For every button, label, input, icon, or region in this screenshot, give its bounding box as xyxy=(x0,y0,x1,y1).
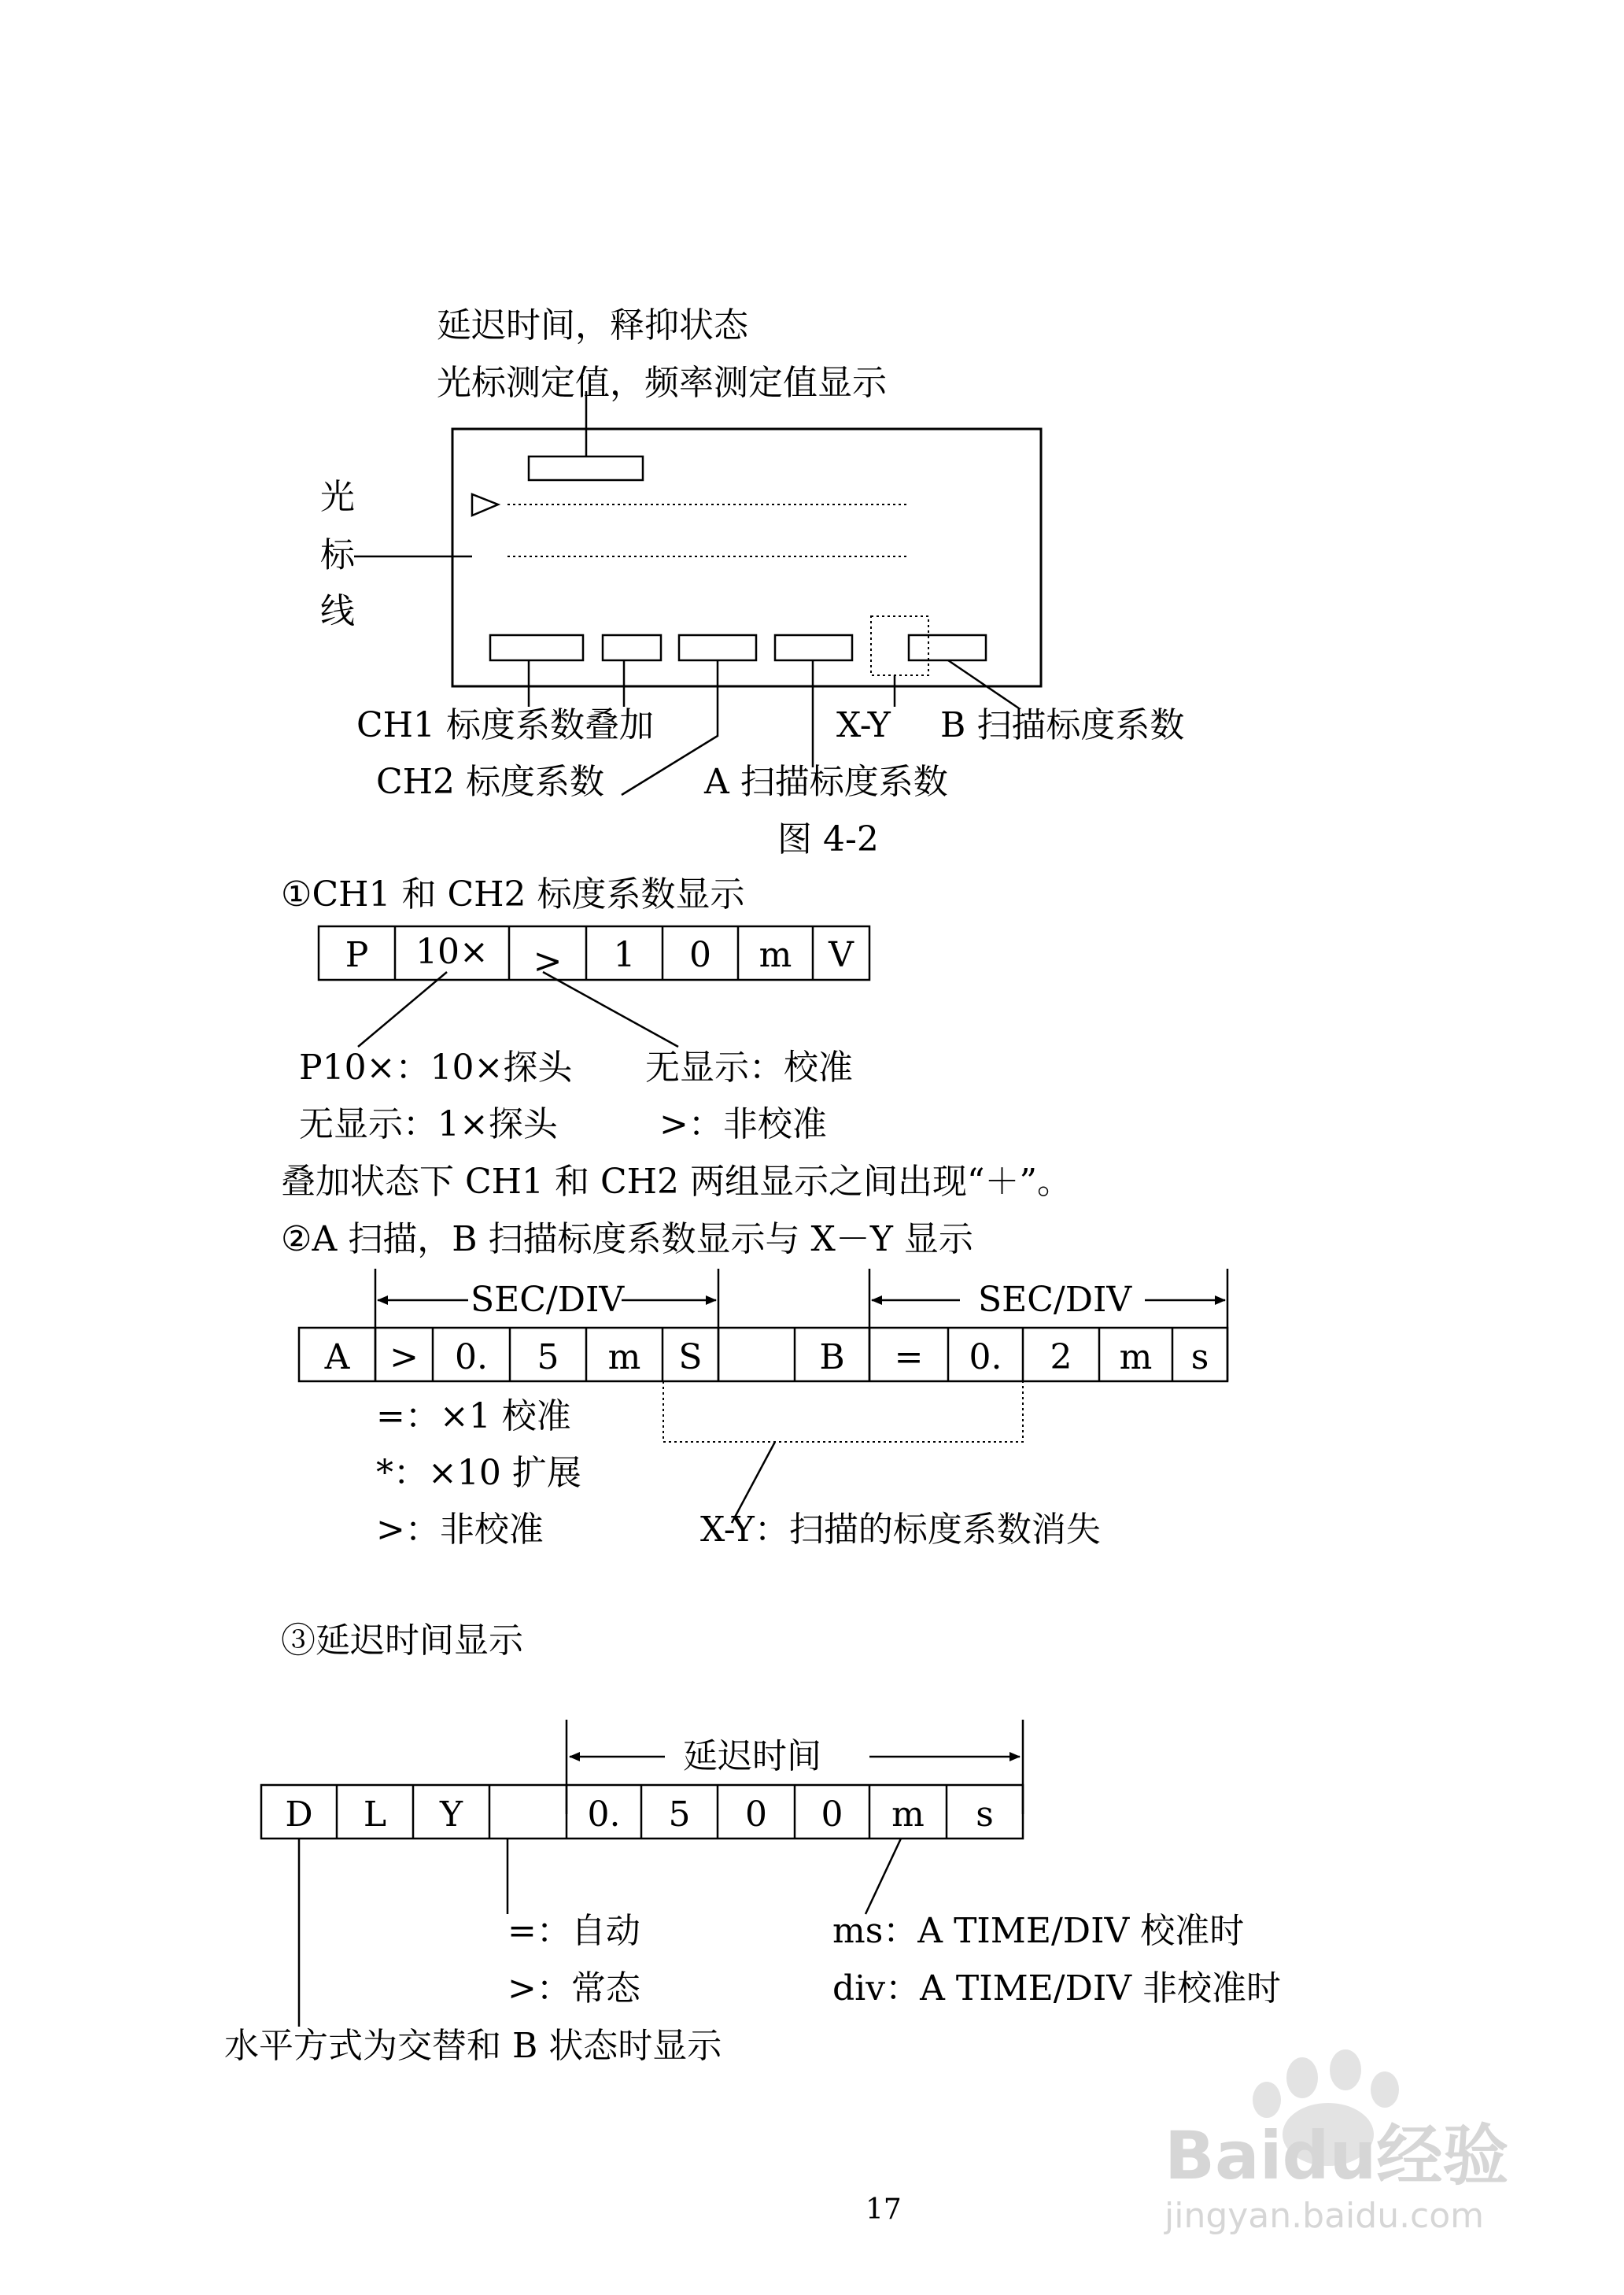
section1-title: ①CH1 和 CH2 标度系数显示 xyxy=(281,874,745,915)
table-cell: L xyxy=(363,1794,387,1835)
delay-time-label: 延迟时间 xyxy=(683,1736,821,1776)
table-cell: m xyxy=(1119,1337,1153,1377)
table-cell: s xyxy=(976,1794,994,1835)
note-ms-calibrated: ms：A TIME/DIV 校准时 xyxy=(832,1911,1245,1951)
ch2-scale-label: CH2 标度系数 xyxy=(376,762,605,802)
section2-title: ②A 扫描，B 扫描标度系数显示与 X－Y 显示 xyxy=(281,1219,973,1259)
table-cell: 5 xyxy=(668,1794,691,1835)
a-scan-scale-label: A 扫描标度系数 xyxy=(704,762,948,802)
add-box xyxy=(603,635,661,660)
delay-holdoff-label: 延迟时间，释抑状态 xyxy=(437,305,748,346)
ch2-scale-box xyxy=(679,635,756,660)
note-x1-calibrated: =：×1 校准 xyxy=(376,1396,571,1436)
ch1-scale-label: CH1 标度系数叠加 xyxy=(356,705,655,745)
table-cell: s xyxy=(1190,1337,1209,1377)
table-cell: 10× xyxy=(415,932,489,972)
cursor-freq-label: 光标测定值，频率测定值显示 xyxy=(437,363,887,403)
table-cell: 0. xyxy=(587,1794,621,1835)
table-cell: 5 xyxy=(537,1337,559,1377)
table-cell: m xyxy=(607,1337,641,1377)
table-cell: A xyxy=(324,1337,350,1377)
note-x10-expand: *：×10 扩展 xyxy=(376,1453,581,1493)
table-cell: 0. xyxy=(455,1337,488,1377)
xy-box xyxy=(871,616,928,675)
note-auto: =：自动 xyxy=(507,1911,640,1951)
table-cell: 1 xyxy=(613,935,636,975)
table-cell: 0 xyxy=(745,1794,767,1835)
table-cell: D xyxy=(285,1794,313,1835)
note-div-uncalibrated: div：A TIME/DIV 非校准时 xyxy=(832,1968,1282,2009)
note-xy-scale-off: X-Y：扫描的标度系数消失 xyxy=(700,1510,1101,1550)
table-cell: B xyxy=(819,1337,845,1377)
note-horizontal-mode: 水平方式为交替和 B 状态时显示 xyxy=(224,2026,722,2066)
secdiv-a-label: SEC/DIV xyxy=(471,1280,625,1320)
table-cell: m xyxy=(891,1794,925,1835)
note-p10-probe: P10×：10×探头 xyxy=(299,1048,573,1088)
screen-frame xyxy=(452,429,1041,686)
table-cell: 0 xyxy=(821,1794,843,1835)
table-cell: > xyxy=(533,941,563,981)
page-number: 17 xyxy=(866,2193,902,2226)
note-uncalibrated: >：非校准 xyxy=(659,1104,827,1144)
table-cell: = xyxy=(894,1337,924,1377)
a-scan-box xyxy=(775,635,852,660)
table-cell: V xyxy=(829,935,854,975)
top-readout-box xyxy=(529,456,643,480)
secdiv-b-label: SEC/DIV xyxy=(978,1280,1132,1320)
note-none-calibrated: 无显示：校准 xyxy=(645,1048,853,1088)
note-none-1x-probe: 无显示：1×探头 xyxy=(299,1104,558,1144)
table-cell: S xyxy=(678,1337,703,1377)
watermark-url: jingyan.baidu.com xyxy=(1164,2196,1485,2236)
table-cell: 0. xyxy=(969,1337,1002,1377)
table-cell: Y xyxy=(439,1794,463,1835)
table-cell: P xyxy=(345,935,369,975)
xy-dotted-bracket xyxy=(663,1381,1023,1442)
xy-label: X-Y xyxy=(836,705,891,745)
table-cell: > xyxy=(389,1337,419,1377)
table-cell: 0 xyxy=(689,935,711,975)
cursor-line-label-1: 光 xyxy=(320,477,355,517)
table-cell: m xyxy=(758,935,792,975)
note-uncalibrated: >：非校准 xyxy=(376,1510,544,1550)
note-normal: >：常态 xyxy=(507,1968,640,2009)
table-cell: 2 xyxy=(1050,1337,1072,1377)
cursor-line-label-3: 线 xyxy=(320,591,355,631)
ch1-scale-box xyxy=(490,635,583,660)
cursor-triangle-icon xyxy=(472,494,498,516)
b-scan-scale-label: B 扫描标度系数 xyxy=(940,705,1185,745)
b-scan-box xyxy=(909,635,986,660)
watermark-logo: Baidu经验 xyxy=(1164,2117,1509,2194)
figure-caption: 图 4-2 xyxy=(777,819,879,859)
section3-title: ③延迟时间显示 xyxy=(281,1621,523,1661)
note-add-mode: 叠加状态下 CH1 和 CH2 两组显示之间出现“＋”。 xyxy=(281,1162,1072,1202)
cursor-line-label-2: 标 xyxy=(320,535,355,575)
